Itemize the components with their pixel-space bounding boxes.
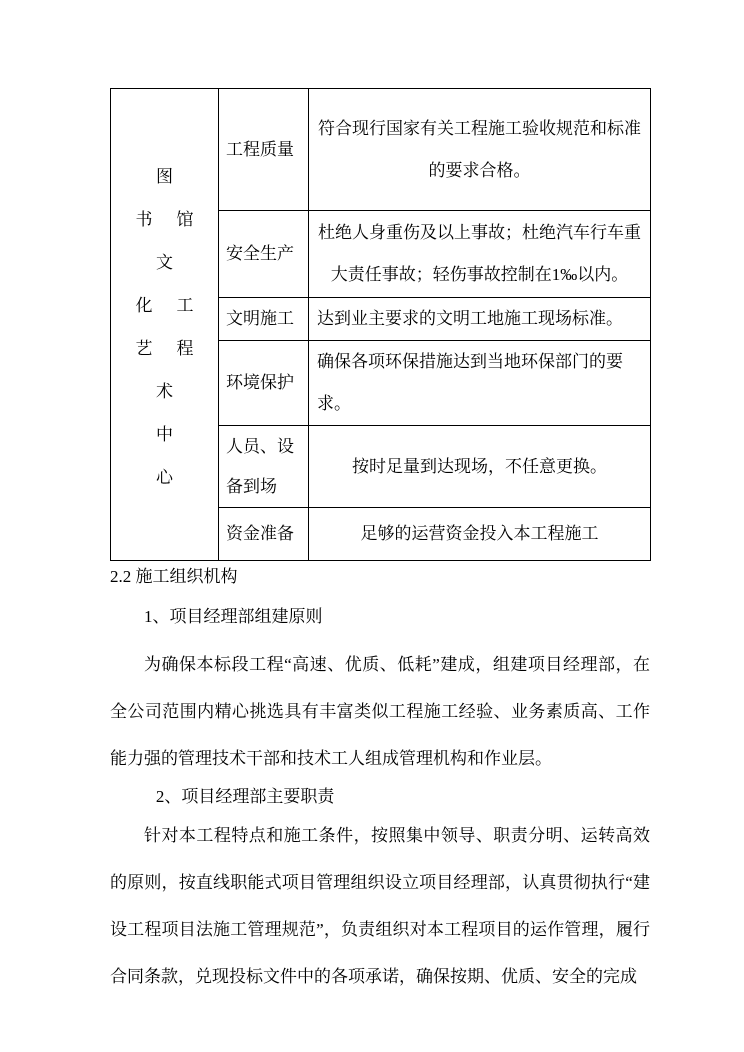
row-content: 足够的运营资金投入本工程施工	[309, 508, 651, 561]
project-title-cell	[111, 89, 219, 561]
row-content: 符合现行国家有关工程施工验收规范和标准的要求合格。	[309, 89, 651, 211]
requirements-table	[110, 88, 651, 561]
row-content: 按时足量到达现场，不任意更换。	[309, 426, 651, 508]
title-char-side: 程	[176, 338, 194, 358]
title-char: 艺	[135, 338, 153, 358]
title-line	[111, 411, 218, 454]
title-char: 书	[135, 209, 153, 229]
title-char: 化	[135, 295, 153, 315]
row-content: 达到业主要求的文明工地施工现场标准。	[309, 298, 651, 341]
subsection-1-heading: 1、项目经理部组建原则	[144, 607, 323, 626]
row-label: 人员、设备到场	[219, 426, 309, 508]
title-line	[111, 325, 218, 368]
title-line	[111, 454, 218, 497]
subsection-2-heading: 2、项目经理部主要职责	[155, 787, 335, 806]
row-label: 环境保护	[219, 341, 309, 426]
title-char: 文	[156, 252, 173, 272]
title-line	[111, 153, 218, 196]
title-char-side: 馆	[176, 209, 194, 229]
title-char-side: 工	[176, 295, 194, 315]
row-content: 杜绝人身重伤及以上事故；杜绝汽车行车重大责任事故；轻伤事故控制在1‰以内。	[309, 211, 651, 298]
paragraph-2: 针对本工程特点和施工条件，按照集中领导、职责分明、运转高效的原则，按直线职能式项目管理组织设立项目经理部，认真贯彻执行“建设工程项目法施工管理规范”，负责组织对本工程项目的运作管理，履行合同条款，兑现投标文件中的各项承诺，确保按期、优质、安全的完成	[110, 826, 650, 986]
title-line	[111, 368, 218, 411]
row-label: 安全生产	[219, 211, 309, 298]
title-char: 图	[156, 166, 173, 186]
title-line	[111, 282, 218, 325]
title-char: 术	[156, 381, 173, 401]
title-line	[111, 239, 218, 282]
table-row-project-quality	[111, 89, 651, 211]
title-line	[111, 196, 218, 239]
paragraph-1: 为确保本标段工程“高速、优质、低耗”建成，组建项目经理部，在全公司范围内精心挑选具有丰富类似工程施工经验、业务素质高、工作能力强的管理技术干部和技术工人组成管理机构和作业层。	[110, 655, 650, 768]
title-char: 心	[156, 467, 173, 487]
row-content: 确保各项环保措施达到当地环保部门的要求。	[309, 341, 651, 426]
section-heading: 2.2 施工组织机构	[110, 567, 238, 586]
row-label: 资金准备	[219, 508, 309, 561]
title-char: 中	[156, 424, 173, 444]
row-label: 文明施工	[219, 298, 309, 341]
row-label: 工程质量	[219, 89, 309, 211]
